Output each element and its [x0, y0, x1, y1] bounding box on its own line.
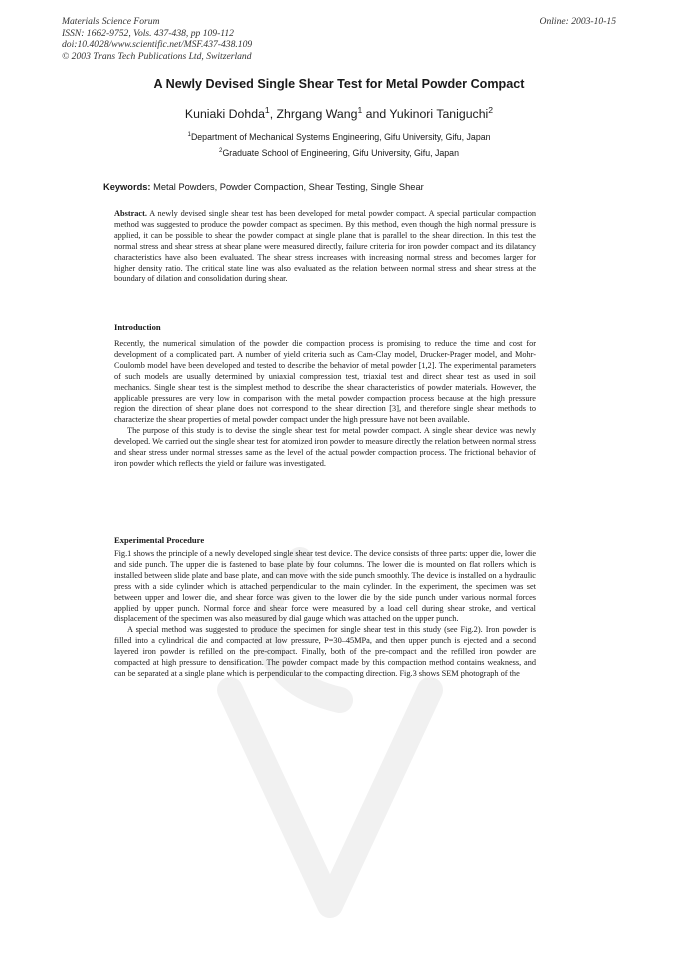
affiliation	[0, 148, 678, 158]
abstract-label: Abstract.	[114, 209, 147, 218]
section-heading-introduction: Introduction	[114, 322, 161, 332]
affiliation-text: Graduate School of Engineering, Gifu University, Gifu, Japan	[222, 148, 459, 158]
body-paragraph: Fig.1 shows the principle of a newly developed single shear test device. The device consists of three parts: upper die, lower die and side punch. The upper die is fastened to base plate by four columns. The lower die is mounted on flat rollers which is installed between slide plate and base plate, and can move with the side punch smoothly. The device is installed on a hydraulic press with a side cylinder which is attached perpendicular to the main cylinder. In the experiment, the specimen was set between upper and lower die, and shear force was given to the lower die by the side punch under various normal forces applied by upper punch. Normal force and shear force were measured by a load cell during shear stroke, and vertical displacement of the specimen was also measured by dial gauge which was attached on the upper punch.	[114, 549, 536, 624]
journal-header	[62, 16, 252, 62]
experimental-section	[114, 549, 536, 680]
affiliation-mark: 1	[187, 131, 191, 139]
abstract-text: A newly devised single shear test has been developed for metal powder compact. A special particular compaction method was suggested to produce the powder compact as specimen. By this method, even though the high normal pressure is applied, it can be possible to shear the powder compact at single plane that is parallel to the shear direction. In this test the normal stress and shear stress at shear plane were measured directly, failure criteria for iron powder compact and its dilatancy characteristics have also been evaluated. The shear stress increases with increasing normal stress and becomes larger for higher density ratio. The critical state line was also evaluated as the relation between normal stress and shear stress at the boundary of dilation and consolidation during shear.	[114, 209, 536, 284]
introduction-section	[114, 339, 536, 470]
author-name: Kuniaki Dohda	[184, 107, 265, 121]
author-separator: and	[362, 107, 390, 121]
affiliation	[0, 132, 678, 142]
keywords-label: Keywords:	[103, 182, 151, 192]
affiliation-text: Department of Mechanical Systems Engineering, Gifu University, Gifu, Japan	[190, 132, 491, 142]
body-paragraph: A special method was suggested to produce the specimen for single shear test in this study (see Fig.2). Iron powder is filled into a cylindrical die and compacted at low pressure, P=30–45MPa, and then upper punch is ejected and a second layered iron powder is refilled on the pre-compact. Finally, both of the pre-compact and the refilled iron powder are compacted at high pressure to densification. The powder compact made by this compaction method contains weakness, and can be separated at a single plane which is perpendicular to the compacting direction. Fig.3 shows SEM photograph of the	[114, 625, 536, 678]
section-heading-experimental: Experimental Procedure	[114, 535, 205, 545]
doi-line: doi:10.4028/www.scientific.net/MSF.437-438.109	[62, 39, 253, 50]
journal-name: Materials Science Forum	[62, 16, 160, 27]
keywords-text: Metal Powders, Powder Compaction, Shear Testing, Single Shear	[153, 182, 424, 192]
author-affiliation-mark: 1	[357, 104, 363, 115]
body-paragraph: The purpose of this study is to devise the single shear test for metal powder compact. A single shear device was newly developed. We carried out the single shear test for atomized iron powder to measure directly the relation between normal stress and shear stress under normal stresses same as the level of the actual powder compaction process. The frictional behavior of iron powder which reflects the yield or failure was investigated.	[114, 426, 536, 468]
author-name: Yukinori Taniguchi	[389, 107, 489, 121]
affiliation-mark: 2	[219, 147, 223, 155]
copyright-line: © 2003 Trans Tech Publications Ltd, Switzerland	[62, 50, 252, 62]
author-affiliation-mark: 1	[264, 104, 270, 115]
author-name: Zhrgang Wang	[276, 107, 358, 121]
abstract	[114, 209, 536, 285]
body-paragraph: Recently, the numerical simulation of the powder die compaction process is promising to reduce the time and cost for development of a complicated part. A number of yield criteria such as Cam-Clay model, Drucker-Prager model, and Mohr-Coulomb model have been developed and tested to describe the behavior of metal powder [1,2]. The experimental parameters of such models are usually determined by uniaxial compression test, triaxial test and direct shear test as used in soil mechanics. Single shear test is the simplest method to describe the shear characteristics of powder materials. However, the applicable pressures are very low in comparison with the metal powder compaction process because at the high pressure region the direction of shear plane does not correspond to the shear direction [3], and therefore single shear methods to characterize the shear properties of metal powder compact under the high pressure have not been available.	[114, 339, 536, 425]
paper-title: A Newly Devised Single Shear Test for Metal Powder Compact	[153, 77, 525, 91]
author-affiliation-mark: 2	[488, 104, 494, 115]
author-list	[0, 104, 678, 121]
author-separator: ,	[269, 107, 277, 121]
online-date: Online: 2003-10-15	[539, 16, 616, 27]
issn-line: ISSN: 1662-9752, Vols. 437-438, pp 109-112	[62, 27, 234, 39]
abstract-paragraph	[114, 209, 536, 285]
keywords	[103, 182, 424, 192]
